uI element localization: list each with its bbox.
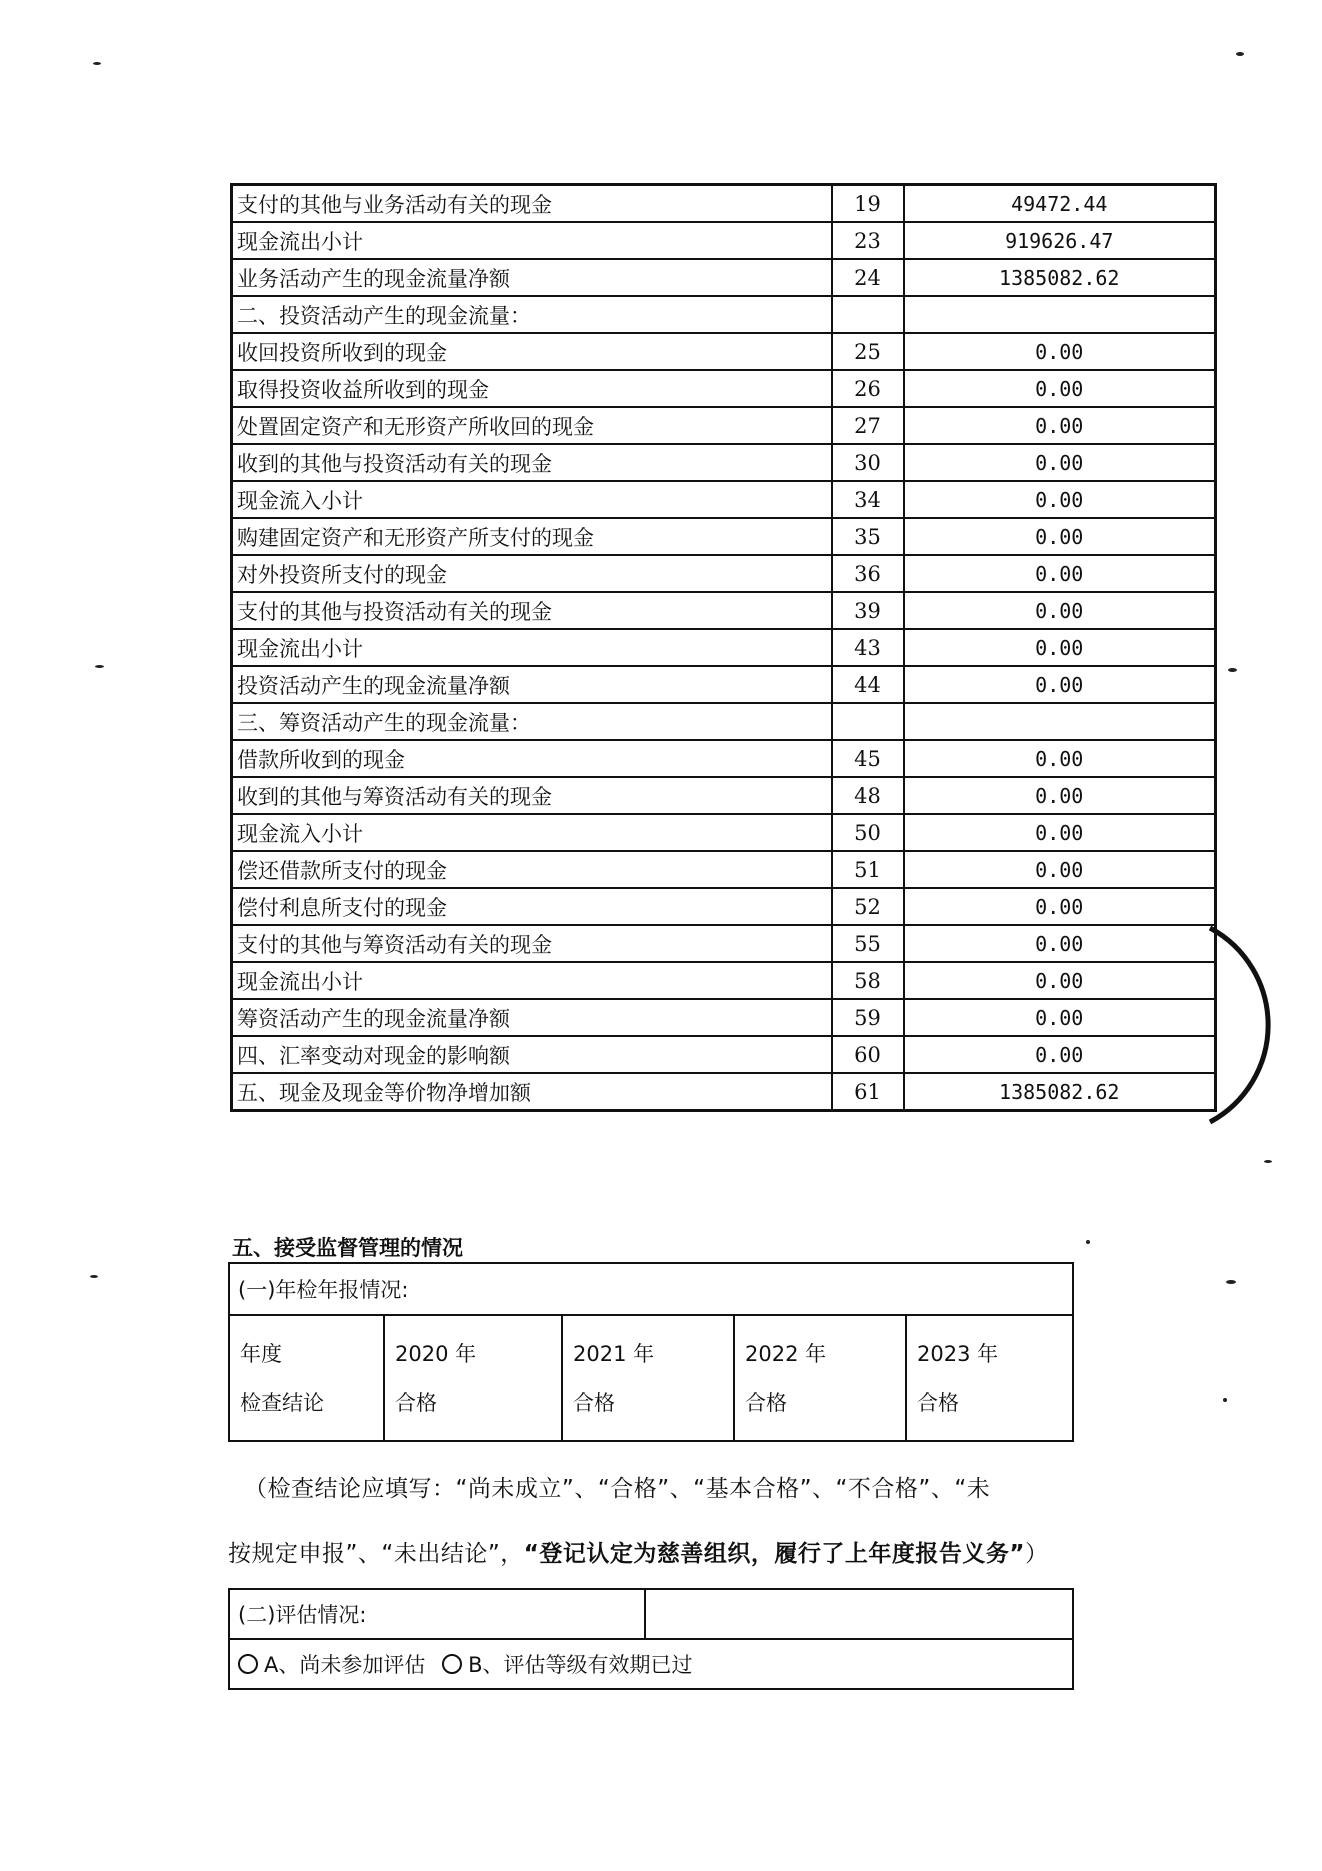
item-name-cell: 收到的其他与筹资活动有关的现金 (232, 777, 832, 814)
result-cell: 合格 (906, 1372, 1073, 1441)
item-name-cell: 三、筹资活动产生的现金流量： (232, 703, 832, 740)
amount-cell: 1385082.62 (904, 259, 1216, 296)
item-name-cell: 收回投资所收到的现金 (232, 333, 832, 370)
cash-flow-row (232, 444, 1216, 481)
amount-cell: 0.00 (904, 333, 1216, 370)
line-number-cell: 39 (832, 592, 904, 629)
item-name-cell: 收到的其他与投资活动有关的现金 (232, 444, 832, 481)
scan-speck (1086, 1240, 1090, 1244)
cash-flow-row (232, 1036, 1216, 1073)
amount-cell: 0.00 (904, 518, 1216, 555)
cash-flow-row (232, 703, 1216, 740)
item-name-cell: 筹资活动产生的现金流量净额 (232, 999, 832, 1036)
item-name-cell: 现金流入小计 (232, 481, 832, 518)
item-name-cell: 取得投资收益所收到的现金 (232, 370, 832, 407)
line-number-cell (832, 296, 904, 333)
amount-cell: 1385082.62 (904, 1073, 1216, 1111)
scan-speck (1264, 1160, 1272, 1163)
line-number-cell: 61 (832, 1073, 904, 1111)
amount-cell: 0.00 (904, 925, 1216, 962)
item-name-cell: 现金流出小计 (232, 629, 832, 666)
line-number-cell: 43 (832, 629, 904, 666)
item-name-cell: 现金流出小计 (232, 962, 832, 999)
cash-flow-row (232, 740, 1216, 777)
line-number-cell: 26 (832, 370, 904, 407)
annual-inspection-table (228, 1262, 1074, 1442)
option-a[interactable] (238, 1653, 425, 1677)
amount-cell: 0.00 (904, 407, 1216, 444)
amount-cell: 0.00 (904, 592, 1216, 629)
amount-cell: 0.00 (904, 777, 1216, 814)
line-number-cell: 23 (832, 222, 904, 259)
cash-flow-row (232, 851, 1216, 888)
note-text: 按规定申报”、“未出结论”， (228, 1541, 524, 1567)
cash-flow-row (232, 296, 1216, 333)
scan-speck (1223, 1398, 1227, 1402)
line-number-cell: 60 (832, 1036, 904, 1073)
item-name-cell: 支付的其他与投资活动有关的现金 (232, 592, 832, 629)
item-name-cell: 业务活动产生的现金流量净额 (232, 259, 832, 296)
item-name-cell: 对外投资所支付的现金 (232, 555, 832, 592)
amount-cell: 0.00 (904, 814, 1216, 851)
cash-flow-row (232, 925, 1216, 962)
cash-flow-row (232, 555, 1216, 592)
year-cell: 2023 年 (906, 1315, 1073, 1372)
amount-cell: 0.00 (904, 962, 1216, 999)
cash-flow-row (232, 962, 1216, 999)
cash-flow-row (232, 222, 1216, 259)
scan-speck (1226, 1280, 1236, 1284)
annual-inspection-header: (一)年检年报情况: (229, 1263, 1073, 1315)
item-name-cell: 现金流入小计 (232, 814, 832, 851)
evaluation-header: (二)评估情况: (229, 1589, 645, 1639)
evaluation-options (229, 1639, 1073, 1689)
item-name-cell: 五、现金及现金等价物净增加额 (232, 1073, 832, 1111)
option-b-label: B、评估等级有效期已过 (468, 1653, 693, 1677)
amount-cell: 0.00 (904, 740, 1216, 777)
option-b[interactable] (442, 1653, 692, 1677)
line-number-cell: 25 (832, 333, 904, 370)
line-number-cell: 44 (832, 666, 904, 703)
radio-circle-icon (442, 1654, 462, 1674)
scan-speck (1236, 52, 1244, 56)
item-name-cell: 购建固定资产和无形资产所支付的现金 (232, 518, 832, 555)
cash-flow-row (232, 592, 1216, 629)
inspection-note-line1: （检查结论应填写：“尚未成立”、“合格”、“基本合格”、“不合格”、“未 (244, 1476, 991, 1502)
line-number-cell: 55 (832, 925, 904, 962)
scan-speck (95, 665, 104, 668)
line-number-cell: 58 (832, 962, 904, 999)
item-name-cell: 处置固定资产和无形资产所收回的现金 (232, 407, 832, 444)
item-name-cell: 偿还借款所支付的现金 (232, 851, 832, 888)
cash-flow-row (232, 666, 1216, 703)
line-number-cell: 24 (832, 259, 904, 296)
line-number-cell: 51 (832, 851, 904, 888)
year-label: 年度 (229, 1315, 384, 1372)
amount-cell: 0.00 (904, 481, 1216, 518)
scan-speck (93, 62, 101, 65)
year-cell: 2020 年 (384, 1315, 562, 1372)
amount-cell: 0.00 (904, 1036, 1216, 1073)
line-number-cell (832, 703, 904, 740)
cash-flow-row (232, 185, 1216, 223)
scan-speck (1228, 668, 1237, 672)
line-number-cell: 50 (832, 814, 904, 851)
amount-cell: 0.00 (904, 370, 1216, 407)
line-number-cell: 27 (832, 407, 904, 444)
result-label: 检查结论 (229, 1372, 384, 1441)
item-name-cell: 投资活动产生的现金流量净额 (232, 666, 832, 703)
amount-cell: 0.00 (904, 666, 1216, 703)
evaluation-table (228, 1588, 1074, 1690)
item-name-cell: 支付的其他与筹资活动有关的现金 (232, 925, 832, 962)
cash-flow-row (232, 999, 1216, 1036)
cash-flow-row (232, 518, 1216, 555)
result-cell: 合格 (734, 1372, 906, 1441)
amount-cell (904, 296, 1216, 333)
cash-flow-row (232, 629, 1216, 666)
amount-cell: 0.00 (904, 629, 1216, 666)
line-number-cell: 34 (832, 481, 904, 518)
line-number-cell: 19 (832, 185, 904, 223)
amount-cell: 0.00 (904, 999, 1216, 1036)
note-bold-text: “登记认定为慈善组织，履行了上年度报告义务” (523, 1541, 1025, 1567)
cash-flow-row (232, 888, 1216, 925)
cash-flow-row (232, 333, 1216, 370)
item-name-cell: 四、汇率变动对现金的影响额 (232, 1036, 832, 1073)
item-name-cell: 现金流出小计 (232, 222, 832, 259)
scan-speck (90, 1275, 98, 1278)
line-number-cell: 48 (832, 777, 904, 814)
cash-flow-row (232, 814, 1216, 851)
item-name-cell: 二、投资活动产生的现金流量： (232, 296, 832, 333)
line-number-cell: 45 (832, 740, 904, 777)
cash-flow-row (232, 777, 1216, 814)
item-name-cell: 借款所收到的现金 (232, 740, 832, 777)
line-number-cell: 59 (832, 999, 904, 1036)
cash-flow-table (230, 183, 1217, 1112)
amount-cell: 0.00 (904, 888, 1216, 925)
result-cell: 合格 (384, 1372, 562, 1441)
evaluation-blank-cell (645, 1589, 1073, 1639)
line-number-cell: 52 (832, 888, 904, 925)
amount-cell: 0.00 (904, 555, 1216, 592)
option-a-label: A、尚未参加评估 (264, 1653, 426, 1677)
year-cell: 2021 年 (562, 1315, 734, 1372)
inspection-note-line2 (228, 1535, 1048, 1568)
section-title: 五、接受监督管理的情况 (232, 1236, 463, 1260)
amount-cell: 49472.44 (904, 185, 1216, 223)
year-cell: 2022 年 (734, 1315, 906, 1372)
line-number-cell: 30 (832, 444, 904, 481)
line-number-cell: 36 (832, 555, 904, 592)
cash-flow-row (232, 1073, 1216, 1111)
radio-circle-icon (238, 1654, 258, 1674)
item-name-cell: 偿付利息所支付的现金 (232, 888, 832, 925)
amount-cell (904, 703, 1216, 740)
amount-cell: 0.00 (904, 444, 1216, 481)
seal-stamp-icon (1190, 920, 1300, 1130)
note-end: ） (1024, 1541, 1049, 1567)
amount-cell: 0.00 (904, 851, 1216, 888)
cash-flow-row (232, 481, 1216, 518)
cash-flow-row (232, 407, 1216, 444)
item-name-cell: 支付的其他与业务活动有关的现金 (232, 185, 832, 223)
cash-flow-row (232, 370, 1216, 407)
amount-cell: 919626.47 (904, 222, 1216, 259)
cash-flow-row (232, 259, 1216, 296)
line-number-cell: 35 (832, 518, 904, 555)
result-cell: 合格 (562, 1372, 734, 1441)
